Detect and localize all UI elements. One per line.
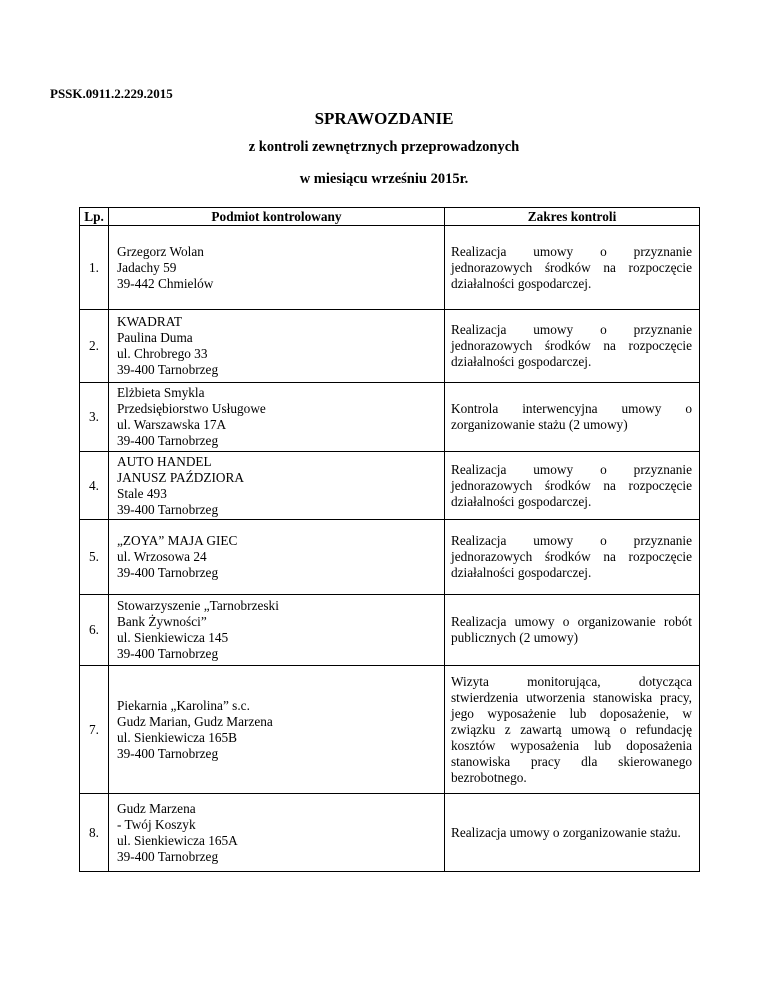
entity-line: ul. Chrobrego 33 bbox=[117, 346, 208, 361]
row-number: 5. bbox=[80, 520, 109, 595]
entity-line: AUTO HANDEL bbox=[117, 453, 212, 469]
row-number: 3. bbox=[80, 383, 109, 452]
row-number: 1. bbox=[80, 226, 109, 310]
entity-line: 39-400 Tarnobrzeg bbox=[117, 646, 219, 661]
entity-cell bbox=[109, 595, 445, 666]
entity-line: Elżbieta Smykla bbox=[117, 385, 205, 400]
entity-line: ul. Sienkiewicza 145 bbox=[117, 630, 229, 645]
scope-cell: Realizacja umowy o zorganizowanie stażu. bbox=[445, 794, 700, 872]
entity-line: Paulina Duma bbox=[117, 330, 193, 345]
scope-cell: Kontrola interwencyjna umowy o zorganizowanie stażu (2 umowy) bbox=[445, 383, 700, 452]
entity-line: ul. Warszawska 17A bbox=[117, 417, 227, 432]
entity-cell bbox=[109, 666, 445, 794]
entity-line: 39-442 Chmielów bbox=[117, 275, 214, 291]
table-row bbox=[80, 310, 700, 383]
scope-cell: Realizacja umowy o przyznanie jednorazowych środków na rozpoczęcie działalności gospodarczej. bbox=[445, 520, 700, 595]
entity-line: ul. Wrzosowa 24 bbox=[117, 549, 207, 564]
row-number: 7. bbox=[80, 666, 109, 794]
header-lp: Lp. bbox=[80, 208, 109, 226]
entity-line: „ZOYA” MAJA GIEC bbox=[117, 533, 238, 548]
entity-cell bbox=[109, 452, 445, 520]
table-row bbox=[80, 595, 700, 666]
entity-cell bbox=[109, 226, 445, 310]
entity-cell bbox=[109, 383, 445, 452]
row-number: 2. bbox=[80, 310, 109, 383]
entity-cell bbox=[109, 794, 445, 872]
entity-cell bbox=[109, 520, 445, 595]
entity-line: Piekarnia „Karolina” s.c. bbox=[117, 697, 250, 713]
table-row bbox=[80, 452, 700, 520]
entity-line: 39-400 Tarnobrzeg bbox=[117, 501, 219, 517]
entity-line: ul. Sienkiewicza 165B bbox=[117, 729, 238, 745]
entity-line: 39-400 Tarnobrzeg bbox=[117, 848, 219, 864]
entity-line: Grzegorz Wolan bbox=[117, 243, 204, 259]
entity-line: 39-400 Tarnobrzeg bbox=[117, 565, 219, 580]
entity-line: Jadachy 59 bbox=[117, 259, 177, 275]
document-subtitle: z kontroli zewnętrznych przeprowadzonych bbox=[248, 139, 520, 155]
entity-line: Gudz Marzena bbox=[117, 800, 196, 816]
row-number: 8. bbox=[80, 794, 109, 872]
row-number: 6. bbox=[80, 595, 109, 666]
scope-cell: Realizacja umowy o organizowanie robót publicznych (2 umowy) bbox=[445, 595, 700, 666]
document-reference: PSSK.0911.2.229.2015 bbox=[50, 86, 173, 101]
header-scope: Zakres kontroli bbox=[445, 208, 700, 226]
entity-line: - Twój Koszyk bbox=[117, 816, 196, 832]
entity-line: Gudz Marian, Gudz Marzena bbox=[117, 713, 273, 729]
table-row bbox=[80, 520, 700, 595]
entity-line: Stowarzyszenie „Tarnobrzeski bbox=[117, 598, 279, 613]
controls-table bbox=[79, 207, 700, 872]
entity-line: Przedsiębiorstwo Usługowe bbox=[117, 401, 266, 416]
table-header-row bbox=[80, 208, 700, 226]
entity-line: JANUSZ PAŹDZIORA bbox=[117, 469, 244, 485]
header-entity: Podmiot kontrolowany bbox=[109, 208, 445, 226]
document-title: SPRAWOZDANIE bbox=[314, 109, 454, 128]
table-row bbox=[80, 794, 700, 872]
document-period: w miesiącu wrześniu 2015r. bbox=[299, 171, 469, 187]
scope-cell: Realizacja umowy o przyznanie jednorazowych środków na rozpoczęcie działalności gospodarczej. bbox=[445, 452, 700, 520]
entity-line: 39-400 Tarnobrzeg bbox=[117, 362, 219, 377]
scope-cell: Realizacja umowy o przyznanie jednorazowych środków na rozpoczęcie działalności gospodarczej. bbox=[445, 226, 700, 310]
entity-line: Bank Żywności” bbox=[117, 614, 207, 629]
scope-cell: Wizyta monitorująca, dotycząca stwierdzenia utworzenia stanowiska pracy, jego wyposażenie lub doposażenie, w związku z zawartą umową o refundację kosztów wyposażenia lub doposażenia stanowiska pracy dla skierowanego bezrobotnego. bbox=[445, 666, 700, 794]
entity-line: 39-400 Tarnobrzeg bbox=[117, 745, 219, 761]
entity-line: KWADRAT bbox=[117, 314, 183, 329]
entity-line: 39-400 Tarnobrzeg bbox=[117, 433, 219, 448]
row-number: 4. bbox=[80, 452, 109, 520]
entity-cell bbox=[109, 310, 445, 383]
entity-line: Stale 493 bbox=[117, 485, 167, 501]
entity-line: ul. Sienkiewicza 165A bbox=[117, 832, 238, 848]
table-row bbox=[80, 383, 700, 452]
table-row bbox=[80, 666, 700, 794]
scope-cell: Realizacja umowy o przyznanie jednorazowych środków na rozpoczęcie działalności gospodarczej. bbox=[445, 310, 700, 383]
table-row bbox=[80, 226, 700, 310]
